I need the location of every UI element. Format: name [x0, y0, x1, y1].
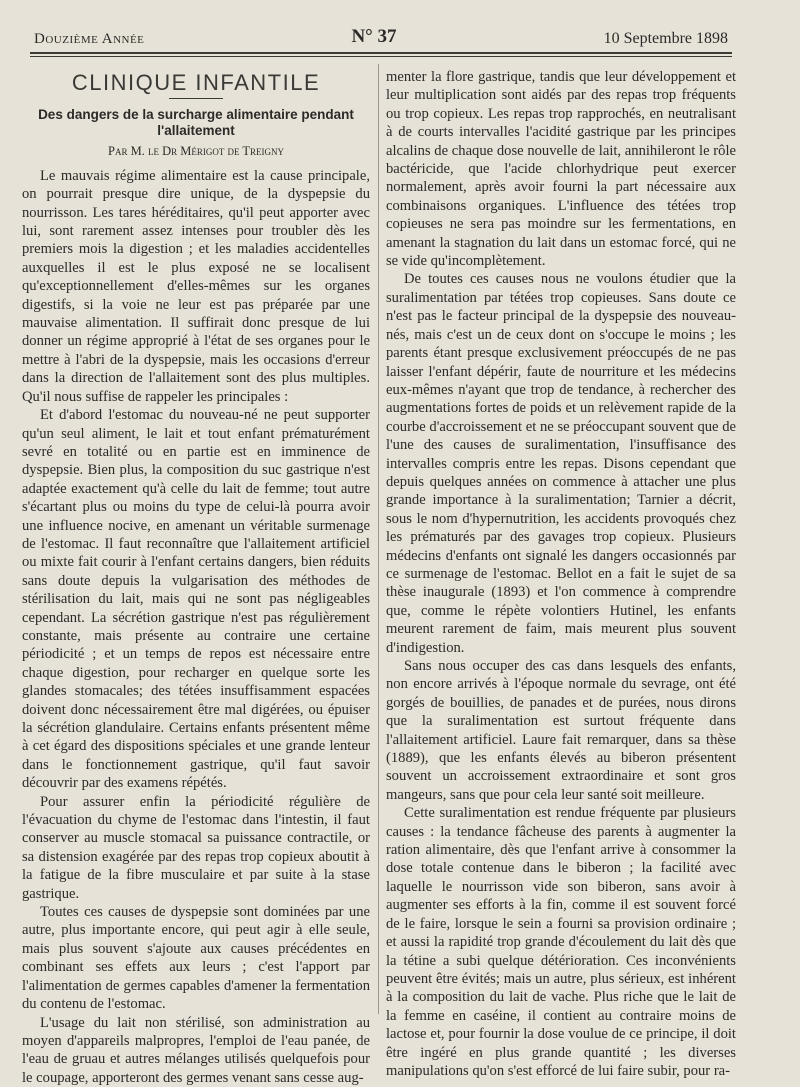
header-rule-thick	[30, 52, 732, 54]
right-column	[386, 68, 736, 1080]
left-column	[22, 64, 370, 1087]
paragraph: Et d'abord l'estomac du nouveau-né ne peut supporter qu'un seul aliment, le lait et tout enfant prématurément sevré en totalité ou en partie est en imminence de dyspepsie. Bien plus, la composition du suc gastrique n'est adaptée exactement qu'à celle du lait de femme; tout autre s'écartant plus ou moins du type de celui-là pourra avoir une influence nocive, en amenant un véritable surmenage de l'estomac. Il faut reconnaître que l'allaitement artificiel ou mixte fait courir à l'enfant certains dangers, bien réduits sans doute depuis la vulgarisation des méthodes de stérilisation du lait, mais qui ne sont pas négligeables cependant. La sécrétion gastrique n'est pas régulièrement constante, mais présente au contraire une certaine périodicité ; et un temps de repos est nécessaire entre chaque digestion, pour recharger en quelque sorte les glandes stomacales; des tétées insuffisamment espacées doivent donc nécessairement être mal digérées, ou épuiser la sécrétion glandulaire. Certains enfants présentent même à cet égard des dispositions spéciales et une grande lenteur dans le fonctionnement gastrique, qu'il faut savoir découvrir par des examens répétés.	[22, 406, 370, 793]
header-rule-thin	[30, 56, 732, 57]
page-header	[34, 18, 728, 48]
paragraph: De toutes ces causes nous ne voulons étudier que la suralimentation par tétées trop copieuses. Sans doute ce n'est pas le facteur principal de la dyspepsie des nouveau-nés, mais c'est un de ceux dont on s'occupe le moins ; les parents étant presque exclusivement préoccupés de ne pas laisser l'enfant dépérir, faute de nourriture et les médecins eux-mêmes n'ayant que trop de tendance, à rechercher des augmentations fortes de poids et un relèvement rapide de la courbe d'accroissement et ne se préoccupant souvent que de l'une des causes de suralimentation, l'insuffisance des intervalles compris entre les repas. Disons cependant que depuis quelques années on commence à attacher une plus grande importance à la suralimentation; Tarnier a décrit, sous le nom d'hypernutrition, les accidents provoqués chez les prématurés par des gavages trop copieux. Plusieurs médecins d'enfants ont signalé les dangers occasionnés par ce surmenage de l'estomac. Bellot en a fait le sujet de sa thèse inaugurale (1893) et l'on commence à comprendre que, comme le répète volontiers Hutinel, les enfants meurent rarement de faim, mais meurent plus souvent d'indigestion.	[386, 270, 736, 657]
title-rule	[169, 98, 223, 99]
article-byline: Par M. le Dr Mérigot de Treigny	[22, 142, 370, 160]
column-divider	[378, 64, 379, 1014]
paragraph: L'usage du lait non stérilisé, son administration au moyen d'appareils malpropres, l'emploi de l'eau panée, de l'eau de gruau et autres mélanges utilisés quelquefois pour le coupage, apporteront des germes venant sans cesse aug-	[22, 1014, 370, 1087]
paragraph-continued: menter la flore gastrique, tandis que leur développement et leur multiplication sont aidés par des repas trop fréquents ou trop copieux. Les repas trop rapprochés, en neutralisant à de courts intervalles l'acidité gastrique par les principes alcalins de chaque dose nouvelle de lait, annihileront le rôle bactéricide, que l'acide chlorhydrique peut exercer normalement, après avoir fourni la part nécessaire aux combinaisons organiques. L'influence des tétées trop copieuses ne sera pas moindre sur les fermentations, en amenant la stagnation du lait dans un estomac forcé, qui ne se vide qu'incomplètement.	[386, 68, 736, 270]
paragraph: Sans nous occuper des cas dans lesquels des enfants, non encore arrivés à l'époque normale du sevrage, ont été gorgés de bouillies, de panades et de purées, nous dirons que la suralimentation est surtout fréquente dans l'allaitement artificiel. Laure fait remarquer, dans sa thèse (1889), que les enfants élevés au biberon présentent souvent un accroissement extraordinaire et sont gros mangeurs, sans que pour cela leur santé soit meilleure.	[386, 657, 736, 804]
issue-date: 10 Septembre 1898	[604, 30, 728, 48]
paragraph: Pour assurer enfin la périodicité régulière de l'évacuation du chyme de l'estomac dans l'intestin, il faut conserver au muscle stomacal sa puissance contractile, or sa distension exagérée par des repas trop copieux aboutit à la fatigue de la fibre musculaire et par suite à la stase gastrique.	[22, 793, 370, 903]
section-title: CLINIQUE INFANTILE	[22, 74, 370, 92]
paragraph: Toutes ces causes de dyspepsie sont dominées par une autre, plus importante encore, qui peut agir à elle seule, mais plus souvent s'ajoute aux causes précédentes en combinant ses effets aux leurs ; c'est l'apport par l'alimentation de germes capables d'amener la fermentation du contenu de l'estomac.	[22, 903, 370, 1013]
paragraph: Le mauvais régime alimentaire est la cause principale, on pourrait presque dire unique, de la dyspepsie du nourrisson. Les tares héréditaires, qu'il peut apporter avec lui, sont rarement assez intenses pour troubler dès les premiers mois la digestion ; et les maladies accidentelles auxquelles il est le plus exposé ne se localisent qu'exceptionnellement d'elles-mêmes sur les organes digestifs, si la voie ne leur est pas préparée par une mauvaise alimentation. Il suffirait donc presque de lui donner un régime approprié à l'état de ses organes pour le mettre à l'abri de la dyspepsie, mais les occasions d'erreur dans la direction de l'allaitement sont des plus multiples. Qu'il nous suffise de rappeler les principales :	[22, 167, 370, 406]
paragraph: Cette suralimentation est rendue fréquente par plusieurs causes : la tendance fâcheuse des parents à augmenter la ration alimentaire, dès que l'enfant arrive à consommer la dose totale contenue dans le biberon ; la facilité avec laquelle le nourrisson vide son biberon, sans avoir à augmenter ses efforts à la fin, comme il est souvent forcé de le faire, lorsque le sein a fourni sa provision ordinaire ; et aussi la rapidité trop grande d'écoulement du lait dès que la tétine a subi quelque détérioration. Ces inconvénients peuvent être évités; mais un autre, plus sérieux, est inhérent à la composition du lait de vache. Plus riche que le lait de la femme en caséine, il contient au contraire moins de lactose et, pour fournir la dose voulue de ce principe, il doit être ingéré en plus grande quantité ; les diverses manipulations qu'on s'est efforcé de lui faire subir, pour ra-	[386, 804, 736, 1080]
article-title: Des dangers de la surcharge alimentaire pendant l'allaitement	[32, 107, 360, 139]
volume-year: Douzième Année	[34, 31, 144, 48]
issue-number: N° 37	[351, 26, 396, 48]
